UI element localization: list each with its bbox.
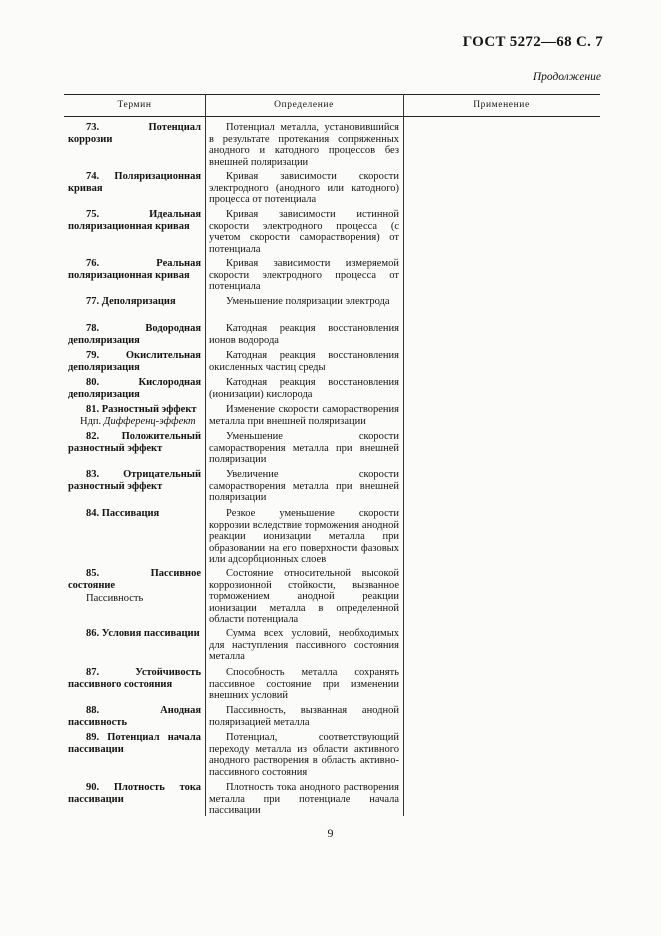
column-divider-2-body xyxy=(403,116,404,816)
definition-cell: Катодная реакция восстановления окисленных частиц среды xyxy=(209,350,399,373)
definition-cell: Состояние относительной высокой коррозионной стойкости, вызванное торможением анодной реакции ионизации металла в определенной области потенциала xyxy=(209,568,399,626)
term-text: Деполяризация xyxy=(101,296,176,307)
term-text: Устойчивость пассивного состояния xyxy=(68,667,201,690)
term-cell xyxy=(68,296,201,308)
term-text: Разностный эффект xyxy=(101,404,197,415)
definition-cell: Пассивность, вызванная анодной поляризацией металла xyxy=(209,705,399,728)
term-number: 78. xyxy=(86,323,100,334)
term-number: 82. xyxy=(86,431,100,442)
definition-cell: Кривая зависимости истинной скорости электродного процесса (с учетом скорости саморастворения) от потенциала xyxy=(209,209,399,255)
doc-reference: ГОСТ 5272—68 С. 7 xyxy=(462,34,603,50)
term-cell xyxy=(68,469,201,492)
definition-cell: Потенциал металла, установившийся в результате протекания сопряженных анодного и катодного процессов без внешней поляризации xyxy=(209,122,399,168)
term-text: Положительный разностный эффект xyxy=(68,431,201,454)
term-cell xyxy=(68,404,201,427)
term-number: 89. xyxy=(86,732,100,743)
definition-cell: Катодная реакция восстановления (ионизации) кислорода xyxy=(209,377,399,400)
term-text: Кислородная деполяризация xyxy=(68,377,201,400)
column-divider-1 xyxy=(205,94,206,816)
term-number: 79. xyxy=(86,350,100,361)
table-header-rule xyxy=(64,116,600,117)
definition-cell: Способность металла сохранять пассивное состояние при изменении внешних условий xyxy=(209,667,399,702)
term-cell xyxy=(68,568,201,605)
definition-cell: Плотность тока анодного растворения металла при потенциале начала пассивации xyxy=(209,782,399,817)
definition-cell: Сумма всех условий, необходимых для наступления пассивного состояния металла xyxy=(209,628,399,663)
term-number: 87. xyxy=(86,667,100,678)
term-cell xyxy=(68,258,201,281)
column-header-application: Применение xyxy=(473,100,530,110)
term-text: Поляризационная кривая xyxy=(68,171,201,194)
term-number: 84. xyxy=(86,508,100,519)
definition-cell: Изменение скорости саморастворения металла при внешней поляризации xyxy=(209,404,399,427)
term-number: 75. xyxy=(86,209,100,220)
term-number: 90. xyxy=(86,782,100,793)
term-text: Пассивация xyxy=(101,508,160,519)
term-cell xyxy=(68,323,201,346)
term-text: Потенциал коррозии xyxy=(68,122,201,145)
term-cell xyxy=(68,171,201,194)
continuation-label: Продолжение xyxy=(532,71,601,83)
definition-cell: Увеличение скорости саморастворения металла при внешней поляризации xyxy=(209,469,399,504)
term-number: 76. xyxy=(86,258,100,269)
term-text: Условия пассивации xyxy=(101,628,200,639)
term-text: Водородная деполяризация xyxy=(68,323,201,346)
term-text: Анодная пассивность xyxy=(68,705,201,728)
term-cell xyxy=(68,209,201,232)
definition-cell: Резкое уменьшение скорости коррозии вследствие торможения анодной реакции ионизации металла при образовании на его поверхности фазовых или адсорбционных слоев xyxy=(209,508,399,566)
term-text: Плотность тока пассивации xyxy=(68,782,201,805)
term-number: 85. xyxy=(86,568,100,579)
term-cell xyxy=(68,431,201,454)
table-top-rule xyxy=(64,94,600,95)
term-text: Отрицательный разностный эффект xyxy=(68,469,201,492)
term-number: 86. xyxy=(86,628,100,639)
term-number: 81. xyxy=(86,404,100,415)
term-number: 77. xyxy=(86,296,100,307)
term-text: Окислительная деполяризация xyxy=(68,350,201,373)
term-cell xyxy=(68,508,201,520)
term-cell xyxy=(68,667,201,690)
definition-cell: Кривая зависимости скорости электродного (анодного или катодного) процесса от потенциала xyxy=(209,171,399,206)
definition-cell: Уменьшение скорости саморастворения металла при внешней поляризации xyxy=(209,431,399,466)
term-text: Идеальная поляризационная кривая xyxy=(68,209,201,232)
definition-cell: Катодная реакция восстановления ионов водорода xyxy=(209,323,399,346)
term-text: Реальная поляризационная кривая xyxy=(68,258,201,281)
column-header-definition: Определение xyxy=(274,100,334,110)
term-number: 80. xyxy=(86,377,100,388)
term-cell xyxy=(68,628,201,640)
page-number: 9 xyxy=(327,826,334,840)
term-text: Потенциал начала пассивации xyxy=(68,732,202,755)
term-number: 88. xyxy=(86,705,100,716)
term-cell xyxy=(68,377,201,400)
nonpreferred-prefix: Ндп. xyxy=(80,415,102,427)
term-number: 73. xyxy=(86,122,100,133)
column-header-term: Термин xyxy=(117,100,152,110)
definition-cell: Уменьшение поляризации электрода xyxy=(226,296,390,307)
term-text: Пассивное состояние xyxy=(68,568,201,591)
term-number: 83. xyxy=(86,469,100,480)
nonpreferred-term xyxy=(68,416,201,428)
term-cell xyxy=(68,782,201,805)
definition-cell: Потенциал, соответствующий переходу металла из области активного анодного растворения в область активно-пассивного состояния xyxy=(209,732,399,778)
term-cell xyxy=(68,705,201,728)
term-number: 74. xyxy=(86,171,100,182)
definition-cell: Кривая зависимости измеряемой скорости электродного процесса от потенциала xyxy=(209,258,399,293)
term-synonym: Пассивность xyxy=(86,593,144,604)
nonpreferred-text: Дифференц-эффект xyxy=(103,415,196,427)
term-cell xyxy=(68,732,201,755)
term-cell xyxy=(68,122,201,145)
term-cell xyxy=(68,350,201,373)
